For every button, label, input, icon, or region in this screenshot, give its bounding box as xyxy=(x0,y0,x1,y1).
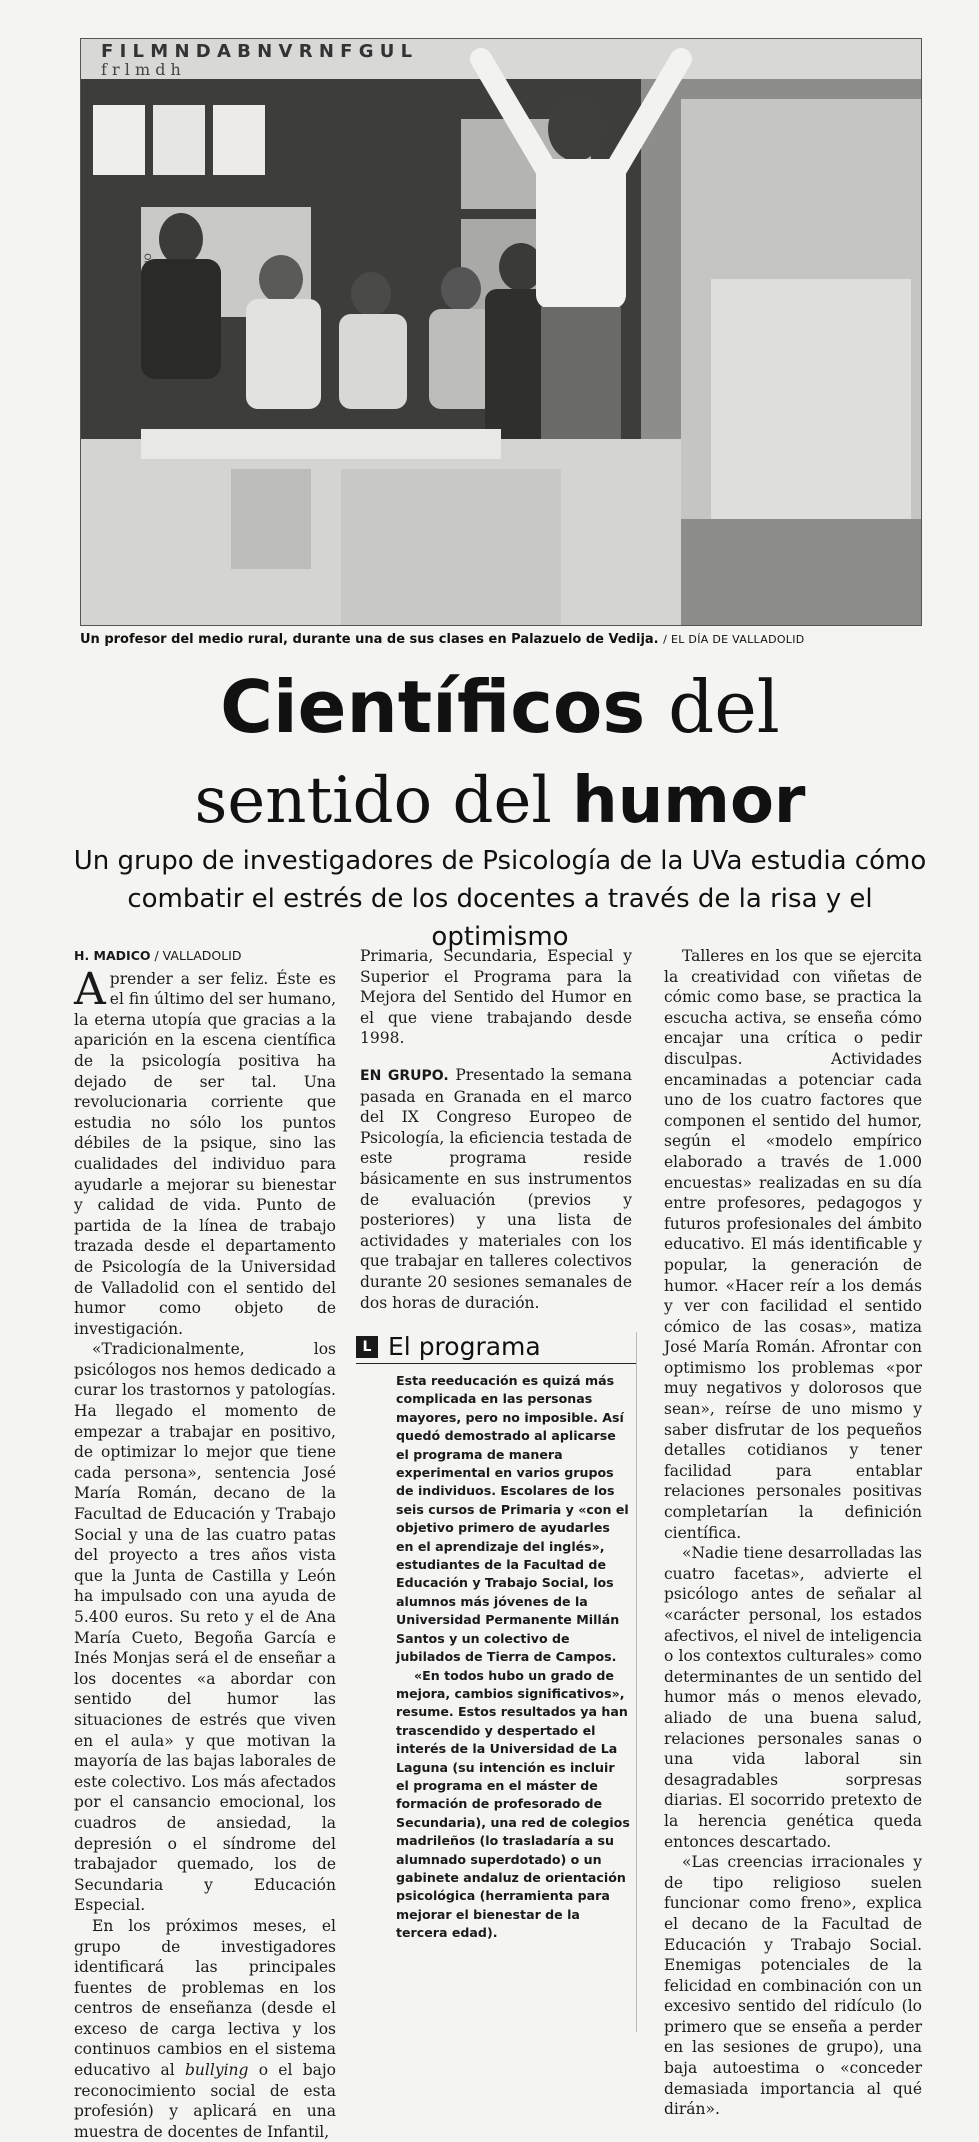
alphabet-strip-top: F I L M N D A B N V R N F G U L xyxy=(101,41,413,62)
sidebar-box xyxy=(356,1332,636,1943)
subheadline: Un grupo de investigadores de Psicología de la UVa estudia cómo combatir el estrés de los docentes a través de la risa y el optimismo xyxy=(73,846,927,952)
sidebar-title: El programa xyxy=(388,1332,541,1361)
headline xyxy=(80,660,920,848)
paragraph: «Nadie tiene desarrolladas las cuatro facetas», advierte el psicólogo antes de señalar al «carácter personal, los estados afectivos, el nivel de inteligencia o los contextos culturales» como determinantes de un sentido del humor más o menos elevado, aliado de una buena salud, relaciones personales sanas o una vida laboral sin desagradables sorpresas diarias. El socorrido pretexto de la herencia genética queda entonces descartado. xyxy=(664,1544,922,1851)
byline-place: / VALLADOLID xyxy=(150,948,242,963)
child-figure xyxy=(141,259,221,379)
section-lead: EN GRUPO. xyxy=(360,1067,449,1084)
paragraph: Talleres en los que se ejercita la creatividad con viñetas de cómic como base, se practica la escucha activa, se enseña cómo encajar una crítica o pedir disculpas. Actividades encaminadas a potenciar cada uno de los cuatro factores que componen el sentido del humor, según el «modelo empírico elaborado a través de 1.000 encuestas» realizadas en su día entre profesores, pedagogos y futuros profesionales del ámbito educativo. El más identificable y popular, la generación de humor. «Hacer reír a los demás y ver con facilidad el sentido cómico de las cosas», matiza José María Román. Afrontar con optimismo los problemas «por muy negativos y dolorosos que sean», reírse de uno mismo y saber disfrutar de los pequeños detalles cotidianos y tener facilidad para entablar relaciones personales positivas completarían la definición científica. xyxy=(664,947,922,1542)
section-marker-icon: L xyxy=(356,1336,378,1358)
article-column-1 xyxy=(74,946,336,2142)
paragraph-text: o el bajo reconocimiento social de esta profesión) y aplicará en una muestra de docentes de Infantil, xyxy=(74,2061,336,2141)
paragraph: «Las creencias irracionales y de tipo religioso suelen funcionar como freno», explica el decano de la Facultad de Educación y Trabajo Social. Enemigas potenciales de la felicidad en combinación con un excesivo sentido del ridículo (lo primero que se enseña a perder en las sesiones de grupo), una baja autoestima o «conceder demasiada importancia al qué dirán». xyxy=(664,1853,922,2119)
headline-word-2: del xyxy=(645,665,780,749)
paragraph-text: En los próximos meses, el grupo de investigadores identificará las principales fuentes de problemas en los centros de enseñanza (desde el exceso de carga lectiva y los continuos cambios en el sistema educativo al xyxy=(74,1916,336,2080)
paragraph-emphasis: bullying xyxy=(185,2061,249,2080)
child-figure xyxy=(246,299,321,409)
classroom-photo xyxy=(80,38,922,626)
alphabet-strip-bottom: f r l m d h xyxy=(101,60,181,79)
column-divider xyxy=(636,1332,637,2032)
article-column-2 xyxy=(360,946,632,1313)
drop-cap: A xyxy=(74,963,106,1015)
byline-author: H. MADICO xyxy=(74,948,151,963)
paragraph: Primaria, Secundaria, Especial y Superior el Programa para la Mejora del Sentido del Humor en el que viene trabajando desde 1998. xyxy=(360,947,632,1048)
headline-word-4: humor xyxy=(572,764,806,838)
headline-word-1: Científicos xyxy=(220,665,646,749)
paragraph xyxy=(74,963,336,1340)
paragraph xyxy=(74,1916,336,2142)
headline-word-3: sentido del xyxy=(194,764,573,838)
article-column-3 xyxy=(664,946,922,2120)
child-figure xyxy=(339,314,407,409)
paragraph xyxy=(360,1065,632,1313)
paragraph-text: prender a ser feliz. Éste es el fin último del ser humano, la eterna utopía que gracias a la aparición en la escena científica de la psicología positiva ha dejado de ser tal. Una revolucionaria corriente que estudia no sólo los puntos débiles de la psique, sino las cualidades del individuo para ayudarle a mejorar su bienestar y calidad de vida. Punto de partida de la línea de trabajo trazada desde el departamento de Psicología de la Universidad de Valladolid con el sentido del humor como objeto de investigación. xyxy=(74,969,336,1338)
byline xyxy=(74,946,336,967)
teacher-figure xyxy=(548,97,604,161)
sidebar-paragraph: Esta reeducación es quizá más complicada en las personas mayores, pero no imposible. Así quedó demostrado al aplicarse el programa de manera experimental en varios grupos de individuos. Escolares de los seis cursos de Primaria y «con el objetivo primero de ayudarles en el aprendizaje del inglés», estudiantes de la Facultad de Educación y Trabajo Social, los alumnos más jóvenes de la Universidad Permanente Millán Santos y un colectivo de jubilados de Tierra de Campos. xyxy=(396,1373,629,1665)
sidebar-header xyxy=(356,1332,636,1364)
sidebar-body xyxy=(356,1372,636,1943)
photo-caption-text: Un profesor del medio rural, durante una de sus clases en Palazuelo de Vedija. xyxy=(80,632,659,647)
photo-credit: / EL DÍA DE VALLADOLID xyxy=(663,633,805,646)
paragraph: «Tradicionalmente, los psicólogos nos hemos dedicado a curar los trastornos y patologías. Ha llegado el momento de empezar a trabajar en positivo, de optimizar lo mejor que tiene cada persona», sentencia José María Román, decano de la Facultad de Educación y Trabajo Social y una de las cuatro patas del proyecto a tres años vista que la Junta de Castilla y León ha impulsado con una ayuda de 5.400 euros. Su reto y el de Ana María Cueto, Begoña García e Inés Monjas será el de enseñar a los docentes «a abordar con sentido del humor las situaciones de estrés que viven en el aula» y que motivan la mayoría de las bajas laborales de este colectivo. Los más afectados por el cansancio emocional, los cuadros de ansiedad, la depresión o el síndrome del trabajador quemado, los de Secundaria y Educación Especial. xyxy=(74,1340,336,1915)
sidebar-paragraph: «En todos hubo un grado de mejora, cambios significativos», resume. Estos resultados ya han trascendido y despertado el interés de la Universidad de La Laguna (su intención es incluir el programa en el máster de formación de profesorado de Secundaria), una red de colegios madrileños (lo trasladaría a su alumnado superdotado) o un gabinete andaluz de orientación psicológica (herramienta para mejorar el bienestar de la tercera edad). xyxy=(396,1667,630,1941)
classroom-photo-illustration xyxy=(81,39,921,625)
paragraph-text: Presentado la semana pasada en Granada en el marco del IX Congreso Europeo de Psicología, la eficiencia testada de este programa reside básicamente en sus instrumentos de evaluación (previos y posteriores) y una lista de actividades y materiales con los que trabajar en talleres colectivos durante 20 sesiones semanales de dos horas de duración. xyxy=(360,1065,632,1312)
photo-caption xyxy=(80,632,920,647)
